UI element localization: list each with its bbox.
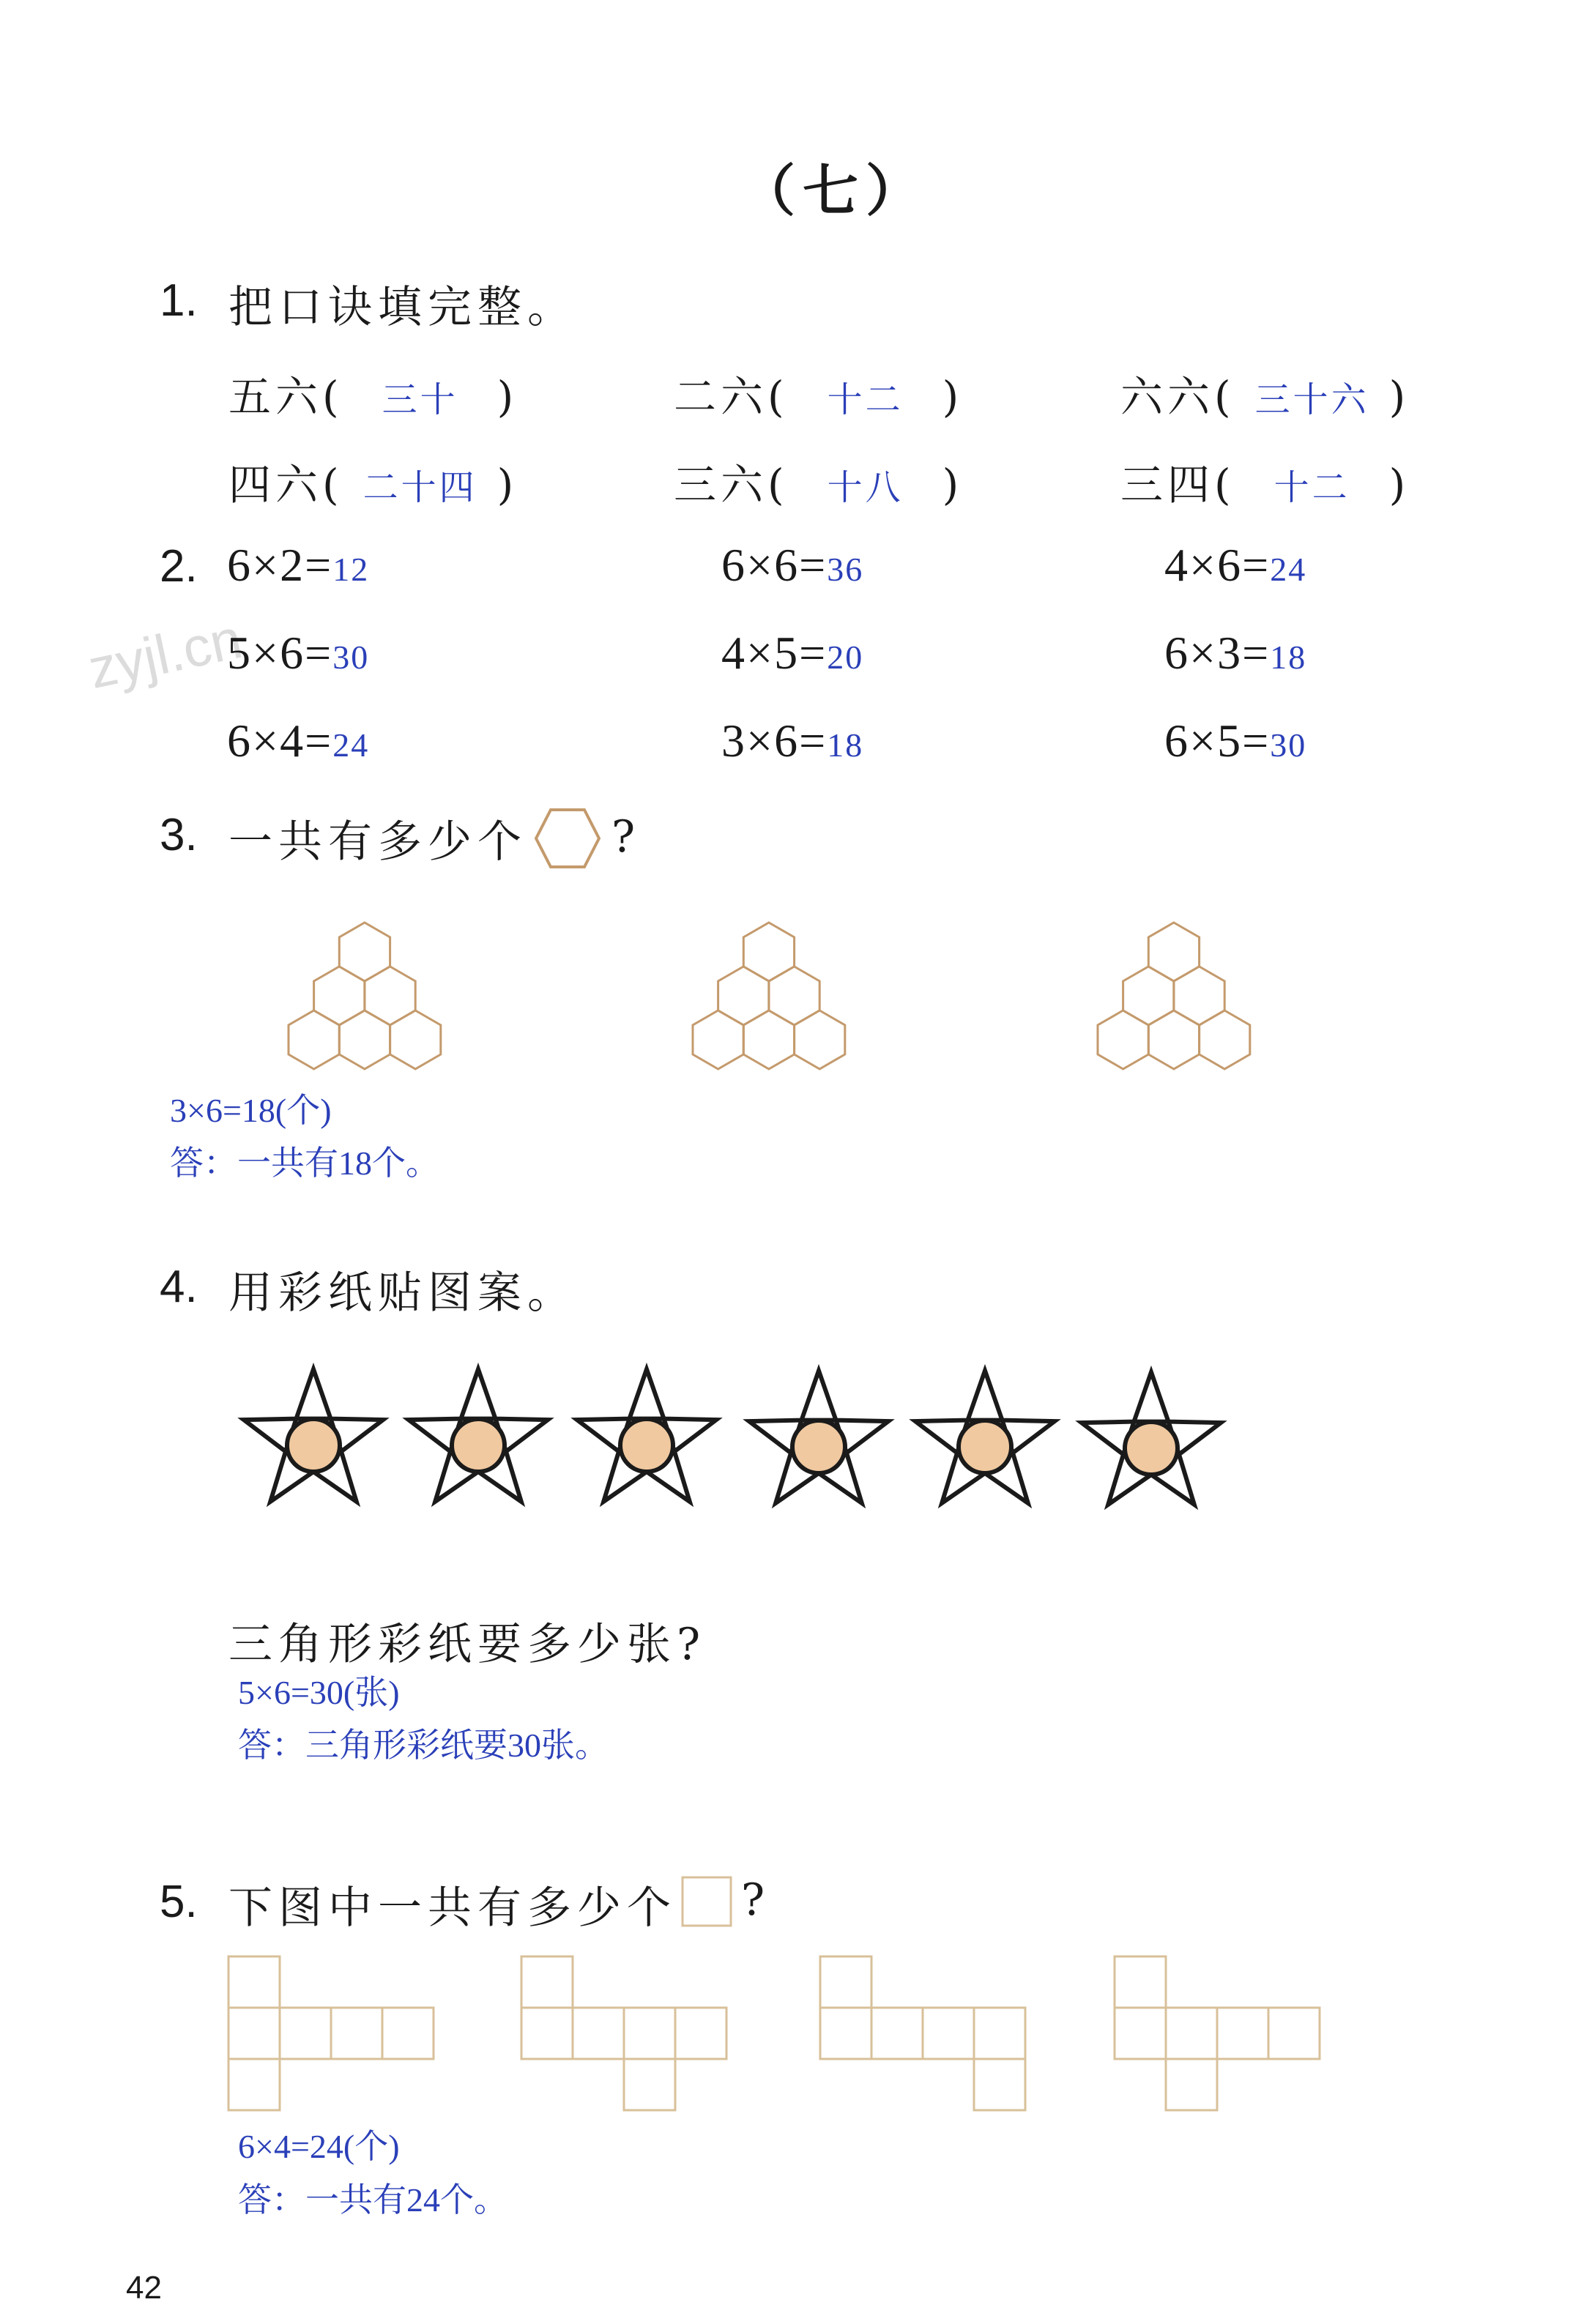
rhyme-answer: 十八	[827, 467, 904, 508]
question-3-answer: 答：一共有18个。	[170, 1144, 439, 1182]
net-square	[923, 2008, 974, 2059]
net-square	[974, 2008, 1025, 2059]
question-5-number: 5.	[160, 1877, 198, 1927]
question-3-solution: 3×6=18(个)	[170, 1092, 332, 1129]
rhyme-item: 六六( 三十六 )	[1120, 372, 1410, 422]
question-5-solution: 6×4=24(个)	[238, 2128, 400, 2165]
hexagon	[1123, 967, 1174, 1025]
equation: 6×4=24	[227, 715, 370, 767]
star-pattern	[1071, 1363, 1232, 1517]
square-icon	[681, 1876, 734, 1929]
star-center-circle	[452, 1419, 505, 1472]
equation-answer: 12	[332, 551, 370, 588]
star-center-circle	[620, 1419, 673, 1472]
watermark: zyjl.cn	[83, 607, 248, 701]
equation: 4×5=20	[721, 627, 864, 679]
question-1-number: 1.	[160, 275, 198, 326]
equation: 4×6=24	[1164, 539, 1307, 591]
net-square	[820, 1956, 871, 2008]
rhyme-item: 三四( 十二 )	[1120, 460, 1410, 510]
equation-answer: 24	[332, 726, 370, 764]
rhyme-answer: 三十	[382, 379, 458, 420]
net-square	[820, 2008, 871, 2059]
star-pattern	[566, 1360, 727, 1514]
star-pattern	[398, 1360, 559, 1514]
equation: 6×2=12	[227, 539, 370, 591]
net-square	[1217, 2008, 1268, 2059]
hexagon	[365, 967, 415, 1025]
hexagon	[1148, 923, 1199, 981]
question-4-solution: 5×6=30(张)	[238, 1674, 400, 1711]
hexagon	[1098, 1010, 1148, 1069]
question-3-number: 3.	[160, 810, 198, 860]
question-4-prompt: 用彩纸贴图案。	[228, 1267, 577, 1319]
hexagon-pyramid	[286, 901, 476, 1076]
hexagon	[693, 1010, 743, 1069]
hexagon	[1200, 1010, 1250, 1069]
page-title: （七）	[740, 158, 929, 223]
rhyme-item: 五六( 三十 )	[228, 372, 518, 422]
hexagon	[769, 967, 819, 1025]
question-3-mark: ?	[611, 811, 642, 863]
hexagon	[718, 967, 769, 1025]
net-square	[871, 2008, 923, 2059]
square-net	[1113, 1955, 1325, 2116]
net-square	[624, 2059, 675, 2110]
question-4-answer: 答：三角形彩纸要30张。	[238, 1727, 609, 1764]
rhyme-answer: 十二	[1273, 467, 1350, 508]
hexagon	[743, 923, 794, 981]
question-5-answer: 答：一共有24个。	[238, 2181, 507, 2219]
equation-answer: 20	[827, 638, 864, 676]
hexagon	[339, 923, 390, 981]
star-center-circle	[959, 1420, 1011, 1473]
equation-answer: 36	[827, 551, 864, 588]
hexagon-pyramid	[1095, 901, 1285, 1076]
equation-answer: 30	[332, 638, 370, 676]
question-5-prompt: 下图中一共有多少个	[228, 1882, 677, 1934]
square-net	[227, 1955, 439, 2116]
net-square	[228, 1956, 280, 2008]
hexagon-pyramid	[690, 901, 880, 1076]
question-3-prompt: 一共有多少个	[228, 816, 527, 868]
hexagon	[289, 1010, 339, 1069]
net-square	[228, 2008, 280, 2059]
rhyme-answer: 十二	[827, 379, 904, 420]
question-1-prompt: 把口诀填完整。	[228, 282, 577, 333]
hexagon	[795, 1010, 845, 1069]
star-pattern	[233, 1360, 394, 1514]
rhyme-item: 三六( 十八 )	[674, 460, 964, 510]
rhyme-answer: 二十四	[362, 467, 477, 508]
square-net	[520, 1955, 732, 2116]
question-4-number: 4.	[160, 1262, 198, 1312]
net-square	[1166, 2059, 1217, 2110]
equation: 6×6=36	[721, 539, 864, 591]
star-center-circle	[792, 1420, 845, 1473]
equation-answer: 18	[1270, 638, 1307, 676]
question-4-subquestion: 三角形彩纸要多少张?	[228, 1619, 707, 1670]
net-square	[331, 2008, 382, 2059]
net-square	[1115, 2008, 1166, 2059]
net-square	[974, 2059, 1025, 2110]
net-square	[675, 2008, 726, 2059]
star-pattern	[738, 1362, 899, 1516]
equation: 6×5=30	[1164, 715, 1307, 767]
square-net	[819, 1955, 1031, 2116]
star-center-circle	[287, 1419, 340, 1472]
hexagon	[743, 1010, 794, 1069]
rhyme-item: 四六( 二十四 )	[228, 460, 518, 510]
hexagon-icon	[535, 805, 600, 871]
net-square	[1268, 2008, 1320, 2059]
hexagon	[339, 1010, 390, 1069]
star-center-circle	[1125, 1422, 1178, 1475]
rhyme-item: 二六( 十二 )	[674, 372, 964, 422]
net-square	[382, 2008, 434, 2059]
equation-answer: 30	[1270, 726, 1307, 764]
equation: 6×3=18	[1164, 627, 1307, 679]
star-pattern	[904, 1362, 1066, 1516]
equation: 3×6=18	[721, 715, 864, 767]
question-2-number: 2.	[160, 541, 198, 592]
hexagon	[314, 967, 365, 1025]
net-square	[228, 2059, 280, 2110]
equation-answer: 24	[1270, 551, 1307, 588]
hexagon	[390, 1010, 441, 1069]
rhyme-answer: 三十六	[1254, 379, 1369, 420]
net-square	[1166, 2008, 1217, 2059]
hexagon	[1174, 967, 1224, 1025]
equation: 5×6=30	[227, 627, 370, 679]
net-square	[624, 2008, 675, 2059]
net-square	[280, 2008, 331, 2059]
question-5-mark: ?	[741, 1874, 771, 1926]
hexagon	[1148, 1010, 1199, 1069]
net-square	[1115, 1956, 1166, 2008]
net-square	[573, 2008, 624, 2059]
page-number: 42	[126, 2270, 162, 2306]
net-square	[521, 2008, 573, 2059]
equation-answer: 18	[827, 726, 864, 764]
net-square	[521, 1956, 573, 2008]
